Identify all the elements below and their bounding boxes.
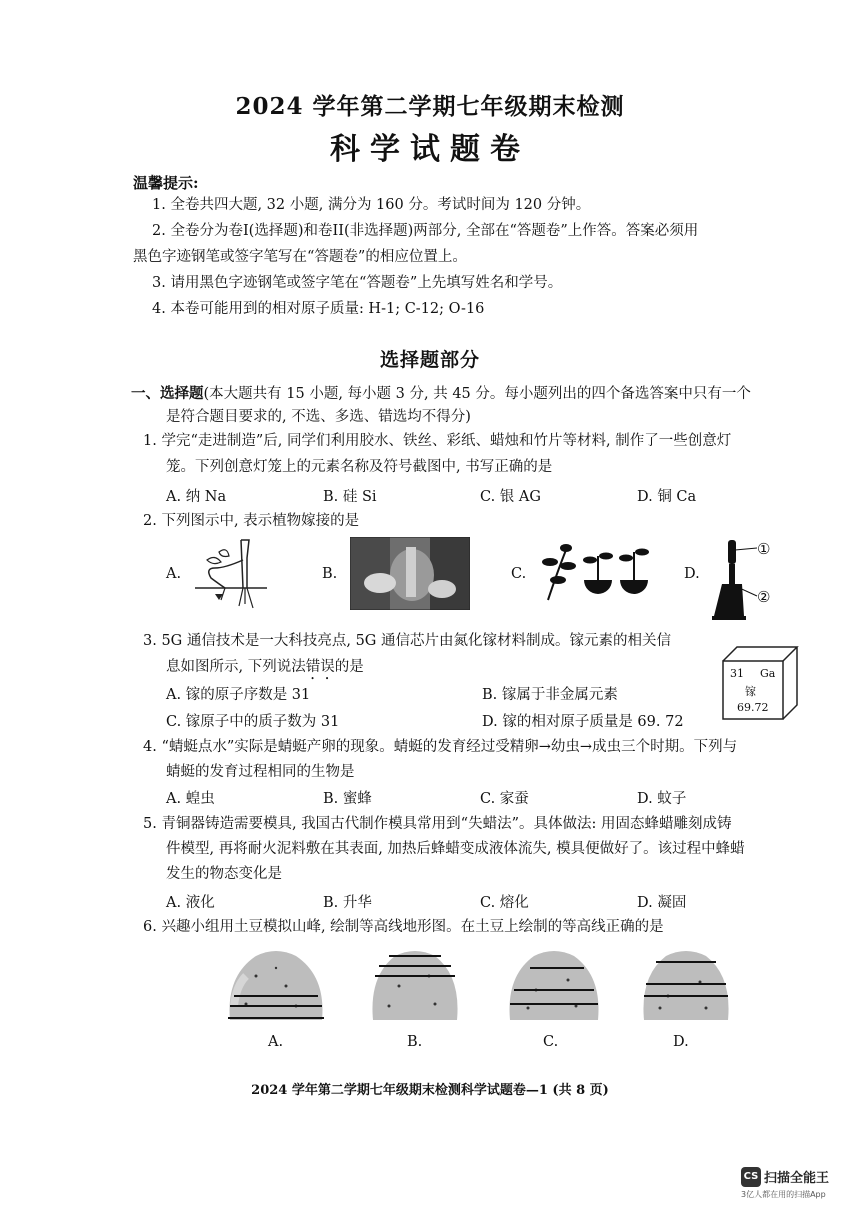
q5-stem-2: 件模型, 再将耐火泥料敷在其表面, 加热后蜂蜡变成液体流失, 模具便做好了。该过程中蜂蜡 — [166, 841, 745, 857]
q6-label-c: C. — [543, 1034, 559, 1050]
q3-option-c: C. 镓原子中的质子数为 31 — [166, 714, 340, 730]
potato-contour-b — [369, 946, 461, 1024]
section-num: 一、 — [131, 385, 160, 402]
q5-option-c: C. 熔化 — [480, 895, 529, 911]
q3-stem-1: 3. 5G 通信技术是一大科技亮点, 5G 通信芯片由氮化镓材料制成。镓元素的相关信 — [143, 633, 671, 649]
q3-stem-2-pre: 息如图所示, 下列说法 — [166, 659, 306, 675]
q4-option-b: B. 蜜蜂 — [323, 791, 372, 807]
cutting-diagram-c — [538, 540, 650, 606]
potato-contour-d — [640, 946, 732, 1024]
potato-contour-c — [506, 946, 602, 1024]
q3-emphasis: 错误 — [305, 659, 335, 675]
tip-4: 4. 本卷可能用到的相对原子质量: H-1; C-12; O-16 — [152, 301, 485, 317]
q2-label-a: A. — [166, 566, 182, 582]
q1-stem-2: 笼。下列创意灯笼上的元素名称及符号截图中, 书写正确的是 — [166, 459, 553, 475]
q5-stem-3: 发生的物态变化是 — [166, 866, 282, 882]
tips-heading: 温馨提示: — [133, 174, 199, 192]
q4-option-a: A. 蝗虫 — [166, 791, 215, 807]
q1-option-b: B. 硅 Si — [323, 489, 377, 505]
q2-label-c: C. — [511, 566, 527, 582]
section-desc-2: 是符合题目要求的, 不选、多选、错选均不得分) — [166, 409, 471, 425]
tip-3: 3. 请用黑色字迹钢笔或签字笔在“答题卷”上先填写姓名和学号。 — [152, 275, 563, 291]
tip-2: 2. 全卷分为卷I(选择题)和卷II(非选择题)两部分, 全部在“答题卷”上作答。答案必须用 — [152, 223, 699, 239]
q3-option-d: D. 镓的相对原子质量是 69. 72 — [482, 714, 684, 730]
q3-stem-2-post: 的是 — [334, 659, 364, 675]
q6-label-b: B. — [407, 1034, 423, 1050]
page-footer: 2024 学年第二学期七年级期末检测科学试题卷—1 (共 8 页) — [251, 1083, 609, 1098]
scanner-watermark — [741, 1166, 829, 1200]
element-number: 31 — [730, 667, 744, 680]
q4-option-c: C. 家蚕 — [480, 791, 529, 807]
q5-option-d: D. 凝固 — [637, 895, 687, 911]
exam-title: 2024 学年第二学期七年级期末检测 — [235, 93, 625, 120]
q5-stem-1: 5. 青铜器铸造需要模具, 我国古代制作模具常用到“失蜡法”。具体做法: 用固态蜂蜡雕刻成铸 — [143, 816, 732, 832]
q5-option-b: B. 升华 — [323, 895, 372, 911]
q2-label-b: B. — [322, 566, 338, 582]
q3-option-a: A. 镓的原子序数是 31 — [166, 687, 311, 703]
potato-contour-a — [226, 946, 326, 1024]
element-symbol: Ga — [760, 667, 776, 680]
tip-2-cont: 黑色字迹钢笔或签字笔写在“答题卷”的相应位置上。 — [133, 249, 467, 265]
q4-stem-1: 4. “蜻蜓点水”实际是蜻蜓产卵的现象。蜻蜓的发育经过受精卵→幼虫→成虫三个时期。下列与 — [143, 739, 738, 755]
q4-option-d: D. 蚊子 — [637, 791, 687, 807]
section-desc: (本大题共有 15 小题, 每小题 3 分, 共 45 分。每小题列出的四个备选答案中只有一个 — [203, 386, 751, 402]
q6-stem: 6. 兴趣小组用土豆模拟山峰, 绘制等高线地形图。在土豆上绘制的等高线正确的是 — [143, 919, 664, 935]
q2-pointer-lines — [735, 544, 759, 600]
element-name: 镓 — [745, 685, 756, 698]
grafting-diagram-a — [195, 538, 267, 610]
watermark-name: 扫描全能王 — [764, 1171, 830, 1186]
q1-option-d: D. 铜 Ca — [637, 489, 697, 505]
watermark-tagline: 3亿人都在用的扫描App — [741, 1189, 826, 1199]
q6-label-d: D. — [673, 1034, 689, 1050]
section-label: 选择题 — [160, 385, 204, 402]
section-title: 选择题部分 — [379, 349, 480, 371]
q3-stem-2 — [166, 654, 364, 683]
q4-stem-2: 蜻蜓的发育过程相同的生物是 — [166, 764, 355, 780]
camscanner-logo-icon: CS — [741, 1167, 761, 1187]
tip-1: 1. 全卷共四大题, 32 小题, 满分为 160 分。考试时间为 120 分钟。 — [152, 197, 591, 213]
element-mass: 69.72 — [737, 701, 769, 714]
q1-stem-1: 1. 学完“走进制造”后, 同学们利用胶水、铁丝、彩纸、蜡烛和竹片等材料, 制作了一些创意灯 — [143, 433, 732, 449]
q2-stem: 2. 下列图示中, 表示植物嫁接的是 — [143, 513, 360, 529]
exam-subtitle: 科学试题卷 — [330, 132, 530, 167]
q1-option-c: C. 银 AG — [480, 489, 541, 505]
q2-mark-1: ① — [757, 540, 771, 558]
q2-mark-2: ② — [757, 588, 771, 606]
q6-label-a: A. — [268, 1034, 284, 1050]
q1-option-a: A. 纳 Na — [166, 489, 227, 505]
grafting-photo-b — [350, 537, 470, 610]
q5-option-a: A. 液化 — [166, 895, 215, 911]
q3-option-b: B. 镓属于非金属元素 — [482, 687, 618, 703]
q2-label-d: D. — [684, 566, 700, 582]
